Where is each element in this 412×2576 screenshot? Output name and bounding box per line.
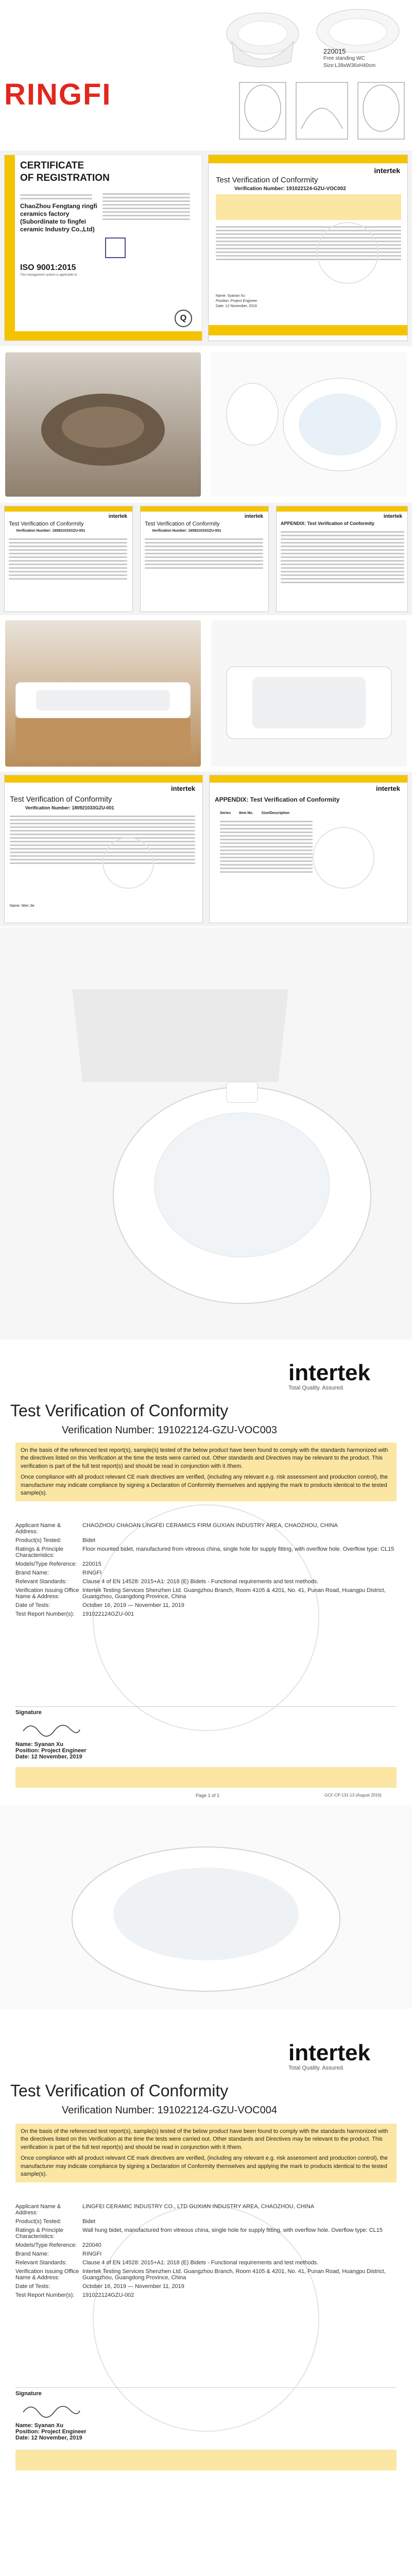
tvc-section-3: [0, 772, 412, 926]
field-row: [15, 1579, 397, 1585]
tvc-page-basin: [4, 775, 203, 923]
tvc-signature-name: Name: Wen Jie: [10, 904, 35, 908]
field-row: [15, 1602, 397, 1608]
intertek-logo: intertek: [374, 166, 400, 175]
signature-block: Name: Syanan Xu Position: Project Engineer Date: 12 November, 2019: [15, 2422, 87, 2441]
tvc-page-a: [4, 506, 133, 612]
field-label: Date of Tests:: [15, 2283, 50, 2290]
field-value: October 16, 2019 — November 11, 2019: [82, 1602, 184, 1608]
handwritten-signature: [21, 2399, 82, 2420]
basin-photo-2: [211, 620, 407, 767]
intertek-logo: intertek: [376, 785, 400, 792]
field-row: [15, 1587, 397, 1600]
field-row: [15, 2260, 397, 2266]
field-label: Models/Type Reference:: [15, 1561, 77, 1567]
product-photos-2: [0, 616, 412, 771]
bidet-photo-wall: [0, 1806, 412, 2009]
appendix-table-header: Series Item No. Size/Description: [220, 811, 290, 815]
field-row: [15, 1522, 397, 1535]
field-label: Relevant Standards:: [15, 1579, 67, 1585]
field-label: Ratings & Principle Characteristics:: [15, 1546, 63, 1558]
product-photos-1: [0, 347, 412, 502]
field-row: [15, 2227, 397, 2240]
appendix-page-2: [209, 775, 408, 923]
tvc-number: Verification Number: 180921033GZU-001: [152, 529, 221, 533]
tvc-number: Verification Number: 180921033GZU-001: [25, 805, 114, 810]
field-label: Test Report Number(s):: [15, 2292, 75, 2298]
field-value: 191022124GZU-001: [82, 1611, 134, 1617]
product-hero: [0, 0, 412, 149]
doc-intro: On the basis of the referenced test report(s), sample(s) tested of the below product have been found to comply with the standards harmonized with the directives listed on this Verification at the time the tests were carried out. Other standards and Directives may be relevant to the product. This verification is part of the full test report(s) and should be read in conjunction with it /them. Once compliance with all product relevant CE mark directives are verified, (including any relevant e.g. risk assessment and production control), the manufacturer may indicate compliance by signing a Declaration of Conformity themselves and applying the mark to products identical to the tested sample(s).: [15, 2124, 397, 2182]
model-number: 220015: [323, 47, 346, 55]
field-label: Verification Issuing Office Name & Address:: [15, 2268, 79, 2281]
toilet-render-side: [309, 5, 407, 72]
tvc-number: Verification Number: 180921033GZU-001: [16, 529, 85, 533]
field-value: Floor mounted bidet, manufactured from vitreous china, single hole for supply fitting, with overflow hole. Overflow type: CL15: [82, 1546, 394, 1552]
bidet-photo-floor: [0, 927, 412, 1340]
cert-title: CERTIFICATE: [20, 160, 84, 171]
tvc-page-002: [208, 155, 408, 341]
cert-scope-note: This management system is applicable to:: [20, 274, 78, 277]
toilet-photo-white: [211, 352, 407, 497]
accreditation-logo: [105, 238, 126, 258]
tvc-number: Verification Number: 191022124-GZU-VOC002: [234, 186, 346, 192]
field-value: Intertek Testing Services Shenzhen Ltd. Guangzhou Branch, Room 4105 & 4201, No. 41, Punan Road, Huangpu District, Guangzhou, Guangdong Province, China: [82, 1587, 386, 1600]
brand-logo: RINGFI: [4, 78, 112, 111]
field-label: Applicant Name & Address:: [15, 1522, 61, 1535]
field-value: 220015: [82, 1561, 101, 1567]
field-value: CHAOZHOU CHAOAN LINGFEI CERAMICS FIRM GUXIAN INDUSTRY AREA, CHAOZHOU, CHINA: [82, 1522, 338, 1529]
appendix-page: [276, 506, 408, 612]
field-value: Clause 4 of EN 14528: 2015+A1: 2018 (E) Bidets - Functional requirements and test methods.: [82, 2260, 319, 2266]
tvc-signature-name: Name: Syanan Xu: [216, 294, 245, 298]
field-label: Ratings & Principle Characteristics:: [15, 2227, 63, 2240]
doc-number: Verification Number: 191022124-GZU-VOC003: [62, 1425, 277, 1436]
doc-title: Test Verification of Conformity: [10, 1401, 229, 1420]
field-label: Applicant Name & Address:: [15, 2204, 61, 2216]
field-value: 220040: [82, 2242, 101, 2248]
doc-fields: [15, 1520, 397, 1620]
field-value: RINGFI: [82, 2251, 102, 2257]
field-label: Verification Issuing Office Name & Address:: [15, 1587, 79, 1600]
doc-intro: On the basis of the referenced test report(s), sample(s) tested of the below product have been found to comply with the standards harmonized with the directives listed on this Verification at the time the tests were carried out. Other standards and Directives may be relevant to the product. This verification is part of the full test report(s) and should be read in conjunction with it /them. Once compliance with all product relevant CE mark directives are verified, (including any relevant e.g. risk assessment and production control), the manufacturer may indicate compliance by signing a Declaration of Conformity themselves and applying the mark to products identical to the tested sample(s).: [15, 1443, 397, 1501]
intertek-logo: intertek: [288, 2040, 370, 2065]
intertek-logo: intertek: [383, 514, 402, 519]
intertek-header: [288, 2040, 370, 2071]
field-value: Intertek Testing Services Shenzhen Ltd. Guangzhou Branch, Room 4105 & 4201, No. 41, Punan Road, Huangpu District, Guangzhou, Guangdong Province, China: [82, 2268, 386, 2281]
field-row: [15, 1570, 397, 1576]
intertek-header: [288, 1360, 370, 1391]
tvc-section-2: [0, 503, 412, 615]
field-label: Models/Type Reference:: [15, 2242, 77, 2248]
handwritten-signature: [21, 1718, 82, 1739]
field-row: [15, 1546, 397, 1558]
field-row: [15, 2283, 397, 2290]
intertek-logo: intertek: [288, 1360, 370, 1385]
doc-title: Test Verification of Conformity: [10, 2081, 229, 2100]
cert-badge: Q: [175, 310, 192, 327]
cert-standard: ISO 9001:2015: [20, 263, 76, 272]
cert-subtitle: OF REGISTRATION: [20, 173, 110, 183]
field-value: RINGFI: [82, 1570, 102, 1576]
signature-block: Name: Syanan Xu Position: Project Engineer Date: 12 November, 2019: [15, 1741, 87, 1760]
tvc-title: Test Verification of Conformity: [145, 521, 220, 527]
appendix-title: APPENDIX: Test Verification of Conformity: [281, 521, 374, 526]
tvc-title: Test Verification of Conformity: [9, 521, 84, 527]
field-value: Clause 4 of EN 14528: 2015+A1: 2018 (E) Bidets - Functional requirements and test methods.: [82, 1579, 319, 1585]
intertek-logo: intertek: [171, 785, 195, 792]
tvc-title: Test Verification of Conformity: [216, 176, 318, 184]
tvc-signature-date: Date: 12 November, 2019: [216, 304, 257, 308]
technical-drawings: [237, 77, 407, 144]
field-label: Date of Tests:: [15, 1602, 50, 1608]
bidet-photo-section: [0, 927, 412, 1340]
tvc-title: Test Verification of Conformity: [10, 795, 112, 804]
field-row: [15, 2268, 397, 2281]
field-row: [15, 2242, 397, 2248]
signature-label: Signature: [15, 2391, 42, 2397]
field-row: [15, 2251, 397, 2257]
field-label: Brand Name:: [15, 2251, 49, 2257]
footer-code: GCF-CP-131-13 (August 2016): [324, 1793, 382, 1798]
toilet-photo-brown: [5, 352, 201, 497]
signature-label: Signature: [15, 1709, 42, 1716]
field-label: Product(s) Tested:: [15, 2218, 62, 2225]
certificate-section: [0, 150, 412, 346]
field-label: Product(s) Tested:: [15, 1537, 62, 1544]
field-row: [15, 1611, 397, 1617]
basin-photo-1: [5, 620, 201, 767]
field-row: [15, 2218, 397, 2225]
tvc-page-b: [140, 506, 269, 612]
tvc-signature-position: Position: Project Engineer: [216, 299, 258, 303]
doc-fields: [15, 2201, 397, 2301]
doc-number: Verification Number: 191022124-GZU-VOC004: [62, 2105, 277, 2116]
field-value: Wall hung bidet, manufactured from vitreous china, single hole for supply fitting, with overflow hole. Overflow type: CL15: [82, 2227, 383, 2233]
tvc-doc-004: [0, 2009, 412, 2576]
cert-company: ChaoZhou Fengtang ringfi ceramics factory (Subordinate to fingfei ceramic Industry Co.,Ltd): [20, 202, 97, 233]
field-row: [15, 2292, 397, 2298]
field-row: [15, 2204, 397, 2216]
intertek-logo: intertek: [108, 514, 127, 519]
intertek-tagline: Total Quality. Assured.: [288, 2065, 345, 2071]
field-value: October 16, 2019 — November 11, 2019: [82, 2283, 184, 2290]
iso-certificate: [4, 155, 202, 341]
toilet-render-front: [221, 5, 304, 72]
appendix-title: APPENDIX: Test Verification of Conformity: [215, 796, 340, 803]
intertek-tagline: Total Quality. Assured.: [288, 1385, 345, 1391]
field-row: [15, 1537, 397, 1544]
field-value: Bidet: [82, 2218, 96, 2225]
page-number: Page 1 of 1: [196, 1793, 220, 1798]
field-value: Bidet: [82, 1537, 96, 1544]
field-value: 191022124GZU-002: [82, 2292, 134, 2298]
intertek-logo: intertek: [244, 514, 263, 519]
field-label: Test Report Number(s):: [15, 1611, 75, 1617]
doc-disclaimer-band: [15, 2450, 397, 2470]
field-label: Relevant Standards:: [15, 2260, 67, 2266]
product-type: Free standing WC: [323, 56, 365, 61]
field-value: LINGFEI CERAMIC INDUSTRY CO., LTD GUXIAN INDUSTRY AREA, CHAOZHOU, CHINA: [82, 2204, 315, 2210]
doc-disclaimer-band: [15, 1767, 397, 1788]
field-label: Brand Name:: [15, 1570, 49, 1576]
product-size: Size:L39xW36xH40cm: [323, 63, 376, 69]
tvc-doc-003: [0, 1340, 412, 2009]
field-row: [15, 1561, 397, 1567]
